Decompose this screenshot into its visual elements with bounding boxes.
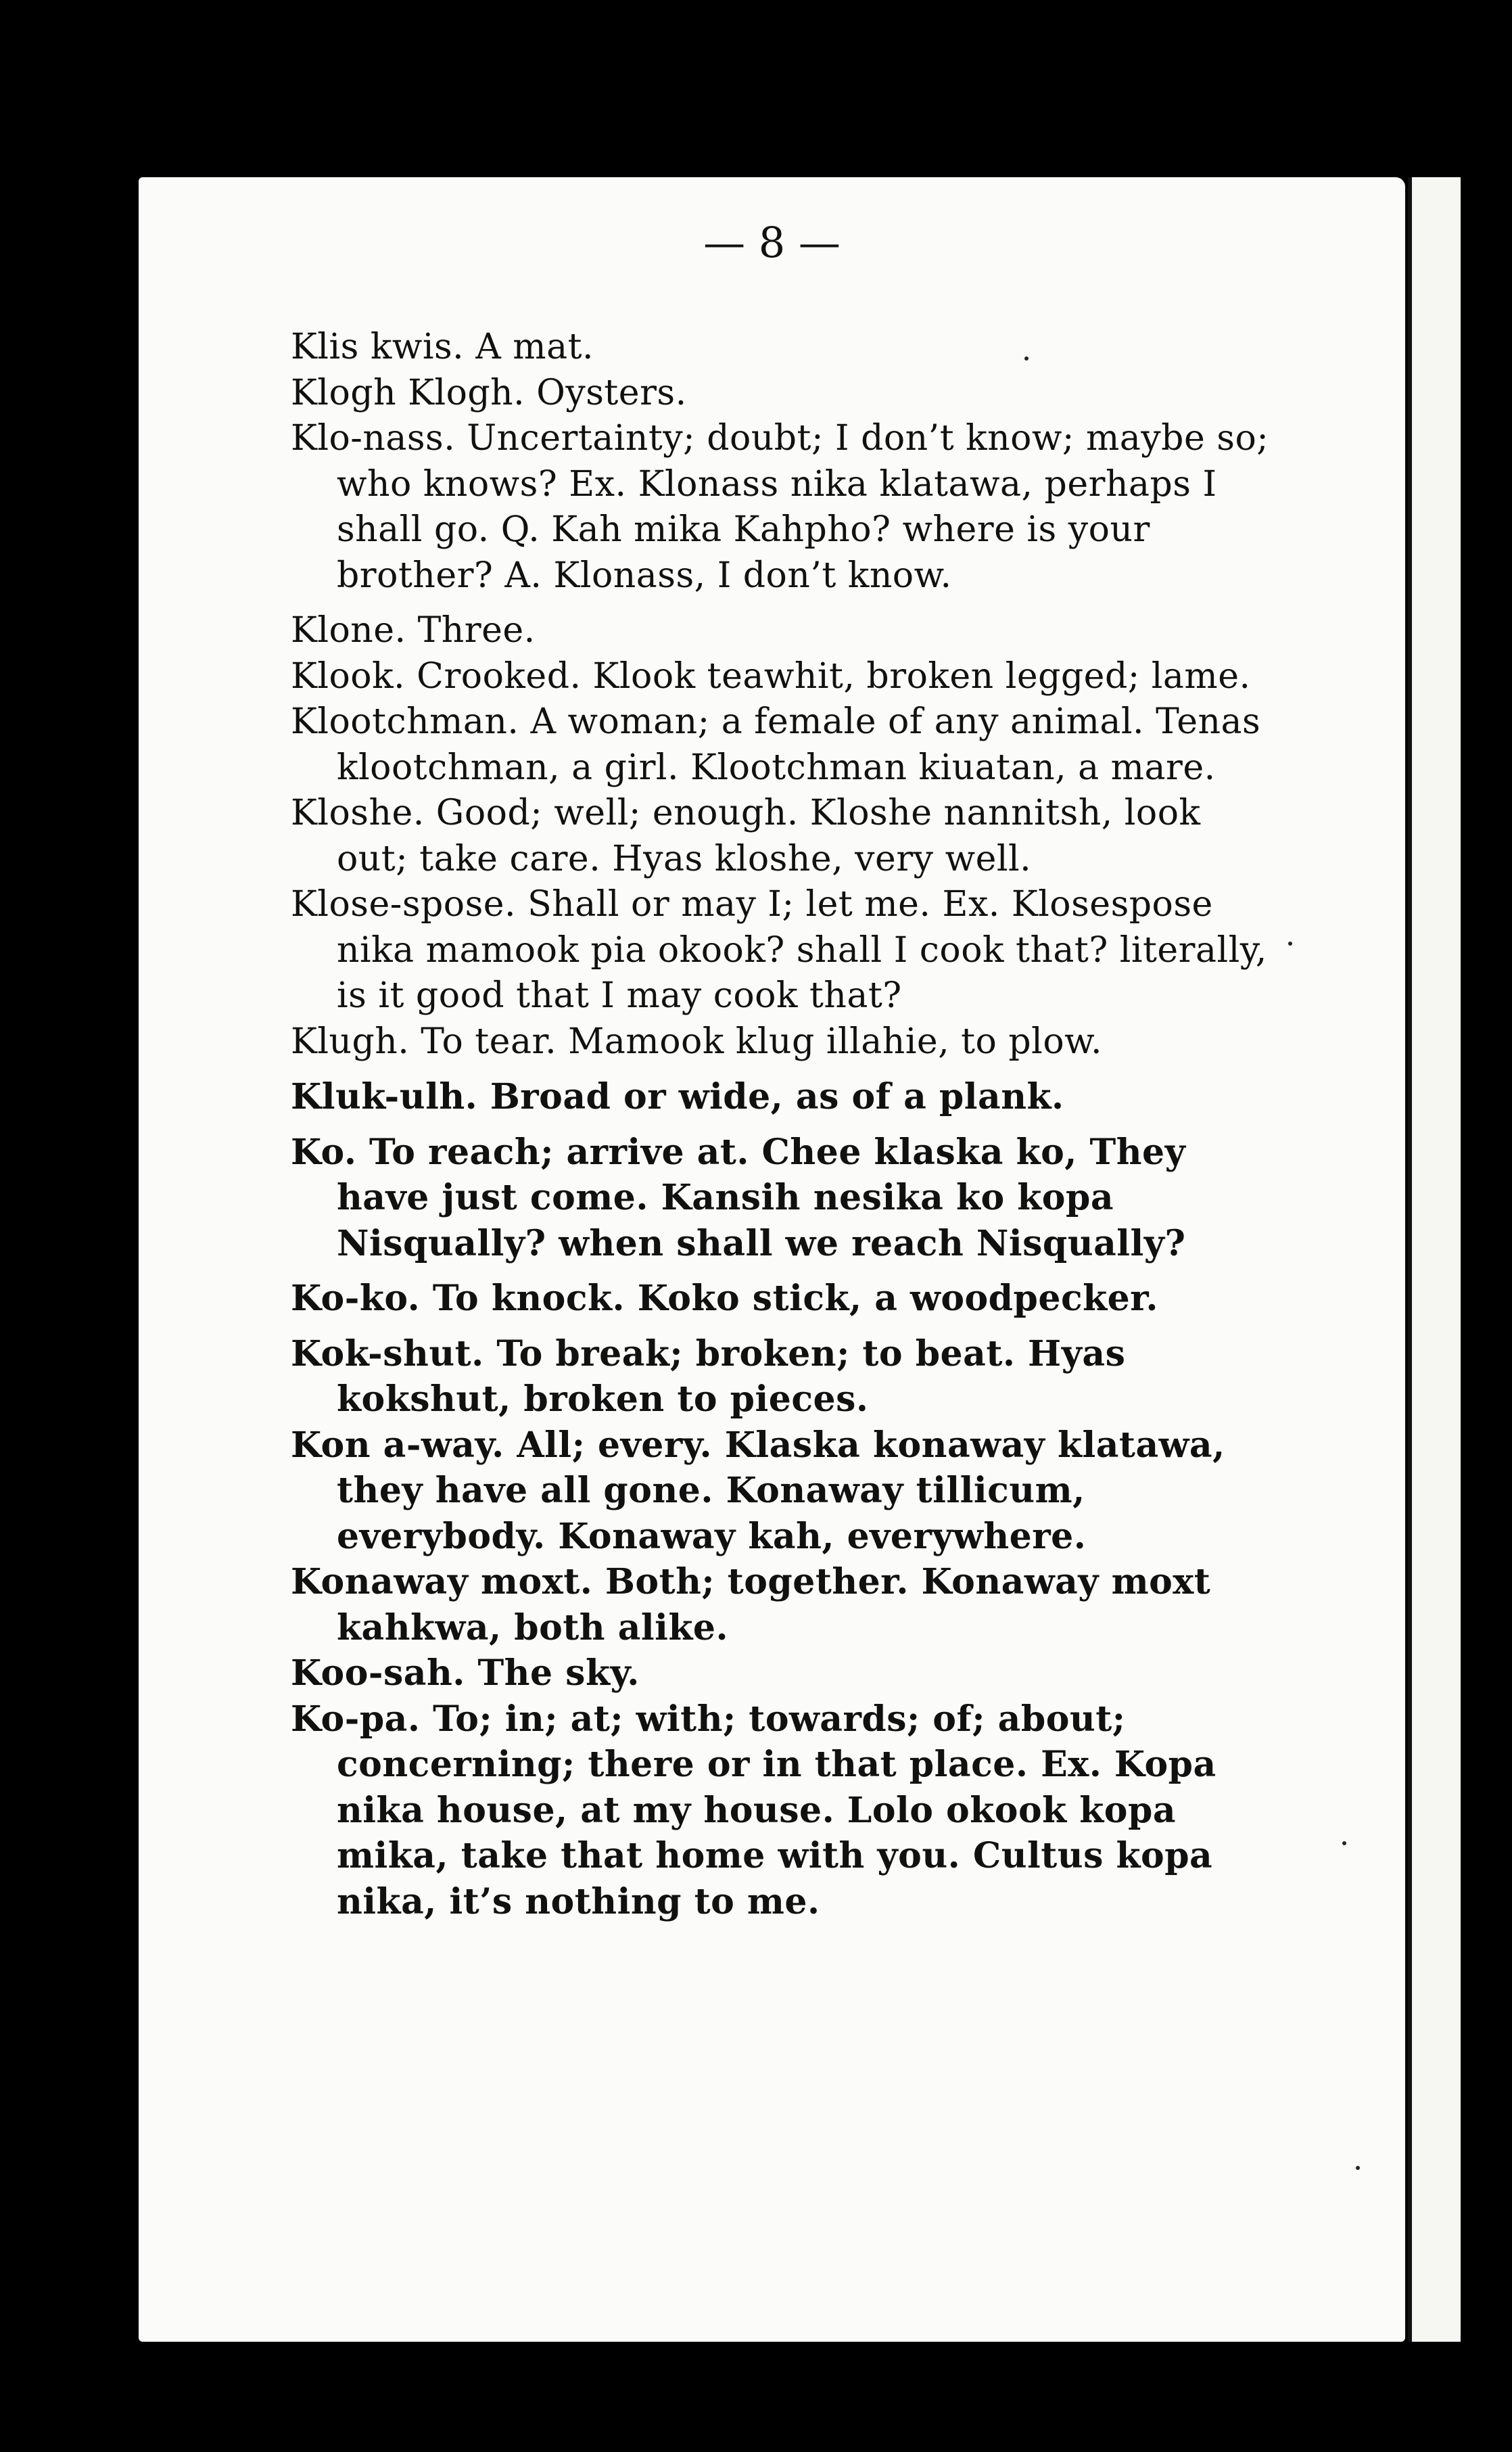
entry-klugh: Klugh. To tear. Mamook klug illahie, to plow. [291,1021,1102,1062]
entry-klogh-klogh: Klogh Klogh. Oysters. [291,372,687,413]
page-number: — 8 — [703,218,841,267]
entry-klook: Klook. Crooked. Klook teawhit, broken legged; lame. [291,655,1251,697]
adjacent-page-edge [1408,177,1461,2342]
entry-kloshe: Kloshe. Good; well; enough. Kloshe nannitsh, look out; take care. Hyas kloshe, very well. [291,793,1201,879]
entry-kon-a-way: Kon a-way. All; every. Klaska konaway klatawa, they have all gone. Konaway tillicum, everybody. Konaway kah, everywhere. [291,1424,1225,1557]
entry-klootchman: Klootchman. A woman; a female of any animal. Tenas klootchman, a girl. Klootchman kiuatan, a mare. [291,701,1261,788]
print-speck [1288,942,1292,946]
entry-konaway-moxt: Konaway moxt. Both; together. Konaway moxt kahkwa, both alike. [291,1561,1211,1648]
entry-ko: Ko. To reach; arrive at. Chee klaska ko, They have just come. Kansih nesika ko kopa Nisqually? when shall we reach Nisqually? [291,1131,1186,1264]
print-speck [1024,356,1029,361]
entry-klose-spose: Klose-spose. Shall or may I; let me. Ex. Klosespose nika mamook pia okook? shall I cook that? literally, is it good that I may cook that? [291,884,1267,1016]
entry-kluk-ulh: Kluk-ulh. Broad or wide, as of a plank. [291,1076,1064,1117]
dictionary-entries [291,325,1278,1924]
entry-koo-sah: Koo-sah. The sky. [291,1652,640,1694]
entry-ko-pa: Ko-pa. To; in; at; with; towards; of; about; concerning; there or in that place. Ex. Kopa nika house, at my house. Lolo okook kopa mika, take that home with you. Cultus kopa nika, it’s nothing to me. [291,1698,1216,1922]
entry-ko-ko: Ko-ko. To knock. Koko stick, a woodpecker. [291,1278,1158,1319]
print-speck [1342,1841,1346,1845]
book-page [139,177,1405,2342]
entry-klo-nass: Klo-nass. Uncertainty; doubt; I don’t know; maybe so; who knows? Ex. Klonass nika klatawa, perhaps I shall go. Q. Kah mika Kahpho? where is your brother? A. Klonass, I don’t know. [291,418,1269,596]
entry-kok-shut: Kok-shut. To break; broken; to beat. Hyas kokshut, broken to pieces. [291,1333,1126,1420]
entry-klone: Klone. Three. [291,610,536,651]
print-speck [1356,2166,1360,2170]
entry-klis-kwis: Klis kwis. A mat. [291,327,594,367]
